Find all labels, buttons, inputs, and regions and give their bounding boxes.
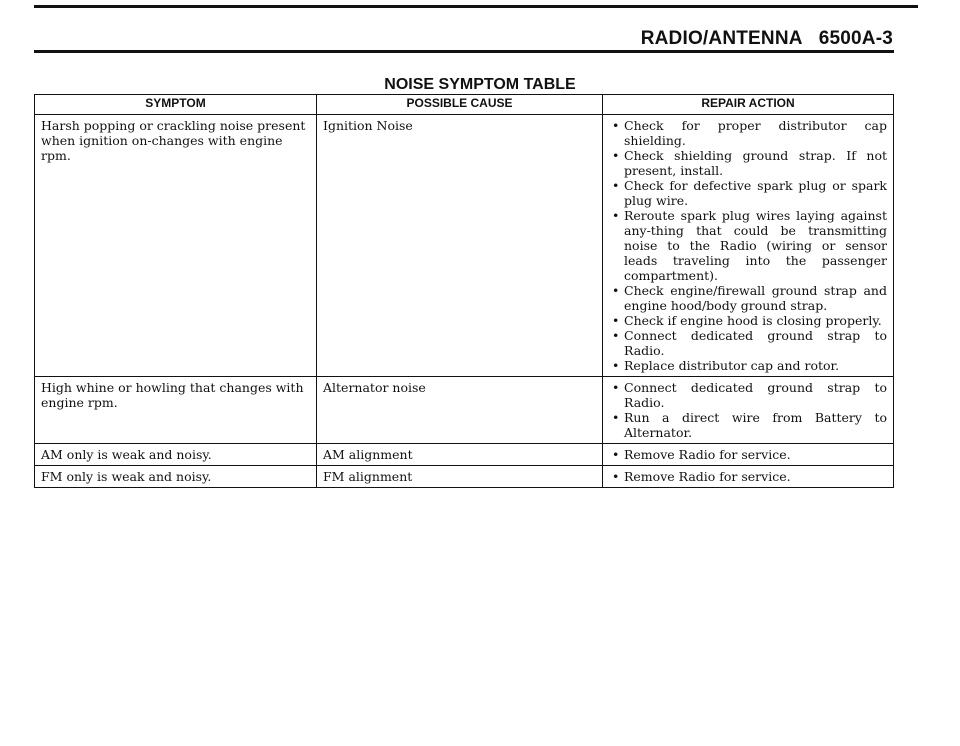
list-item: • Remove Radio for service. bbox=[609, 447, 887, 462]
repair-action-list bbox=[609, 469, 887, 484]
cause-cell: Ignition Noise bbox=[317, 115, 603, 377]
repair-action-cell bbox=[603, 115, 894, 377]
list-item: • Remove Radio for service. bbox=[609, 469, 887, 484]
table-title: NOISE SYMPTOM TABLE bbox=[384, 76, 576, 93]
list-item: • Check shielding ground strap. If not present, install. bbox=[609, 148, 887, 178]
noise-symptom-table bbox=[34, 94, 894, 488]
table-row bbox=[35, 466, 894, 488]
list-item: • Check if engine hood is closing properly. bbox=[609, 313, 887, 328]
table-header-row bbox=[35, 95, 894, 115]
repair-action-list bbox=[609, 447, 887, 462]
repair-action-list bbox=[609, 118, 887, 373]
table-row bbox=[35, 115, 894, 377]
list-item: • Replace distributor cap and rotor. bbox=[609, 358, 887, 373]
symptom-cell: High whine or howling that changes with engine rpm. bbox=[35, 377, 317, 444]
repair-action-cell bbox=[603, 444, 894, 466]
section-title: RADIO/ANTENNA bbox=[640, 28, 803, 49]
top-rule bbox=[34, 5, 918, 8]
list-item: • Connect dedicated ground strap to Radio. bbox=[609, 380, 887, 410]
cause-cell: AM alignment bbox=[317, 444, 603, 466]
symptom-cell: FM only is weak and noisy. bbox=[35, 466, 317, 488]
list-item: • Reroute spark plug wires laying against any-thing that could be transmitting noise to the Radio (wiring or sensor leads traveling into the passenger compartment). bbox=[609, 208, 887, 283]
table-row bbox=[35, 444, 894, 466]
cause-cell: Alternator noise bbox=[317, 377, 603, 444]
repair-action-cell bbox=[603, 466, 894, 488]
list-item: • Connect dedicated ground strap to Radio. bbox=[609, 328, 887, 358]
page-code: 6500A-3 bbox=[818, 28, 893, 49]
column-header-symptom: SYMPTOM bbox=[35, 95, 317, 115]
repair-action-cell bbox=[603, 377, 894, 444]
repair-action-list bbox=[609, 380, 887, 440]
list-item: • Check for proper distributor cap shielding. bbox=[609, 118, 887, 148]
symptom-cell: AM only is weak and noisy. bbox=[35, 444, 317, 466]
list-item: • Check for defective spark plug or spark plug wire. bbox=[609, 178, 887, 208]
list-item: • Run a direct wire from Battery to Alternator. bbox=[609, 410, 887, 440]
header-rule bbox=[34, 50, 894, 53]
table-row bbox=[35, 377, 894, 444]
symptom-cell: Harsh popping or crackling noise present when ignition on-changes with engine rpm. bbox=[35, 115, 317, 377]
cause-cell: FM alignment bbox=[317, 466, 603, 488]
page-header bbox=[641, 28, 893, 50]
list-item: • Check engine/firewall ground strap and engine hood/body ground strap. bbox=[609, 283, 887, 313]
column-header-possible-cause: POSSIBLE CAUSE bbox=[317, 95, 603, 115]
column-header-repair-action: REPAIR ACTION bbox=[603, 95, 894, 115]
